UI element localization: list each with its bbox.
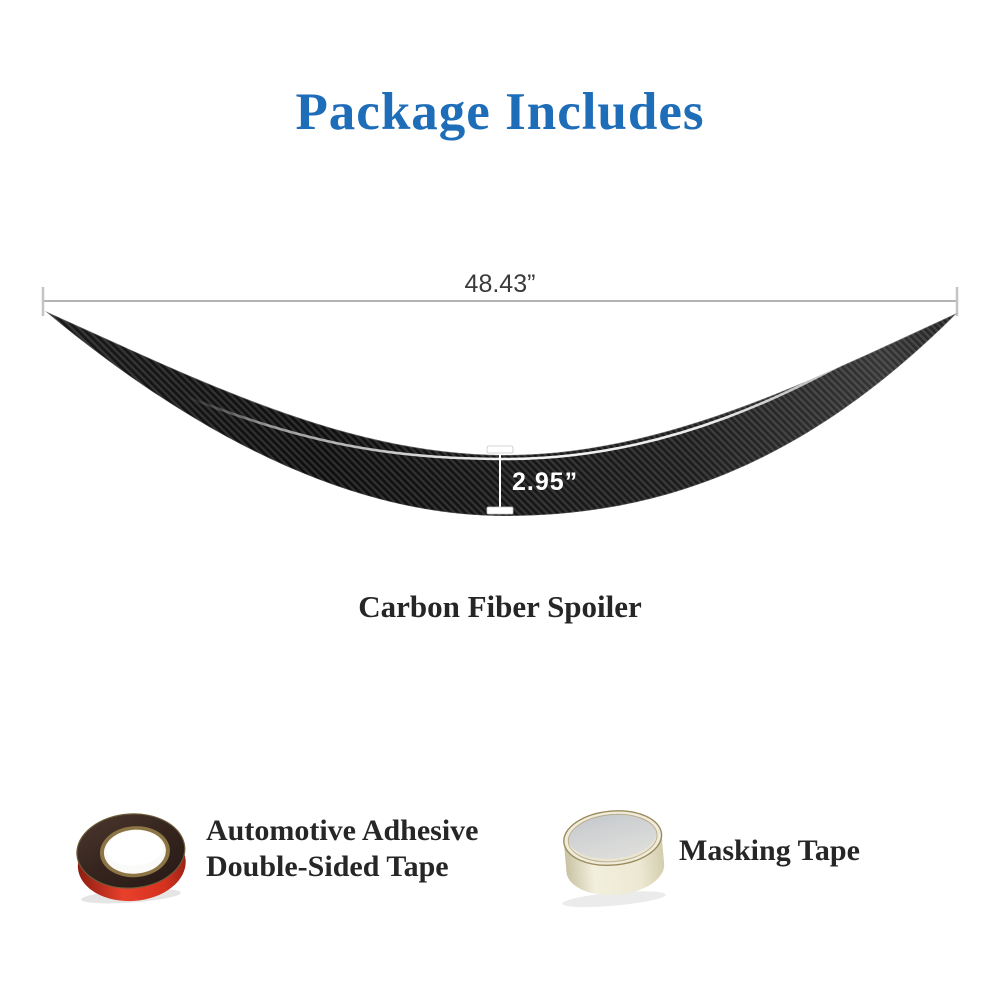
double-sided-tape-roll-image xyxy=(74,810,188,906)
masking-tape-roll-image xyxy=(555,807,668,910)
page-title: Package Includes xyxy=(295,83,705,141)
spoiler-width-value: 48.43” xyxy=(464,270,536,298)
spoiler-caption: Carbon Fiber Spoiler xyxy=(358,589,642,624)
double-sided-tape-label xyxy=(206,813,479,885)
masking-tape-label: Masking Tape xyxy=(679,834,860,867)
double-sided-tape-label-line1: Automotive Adhesive xyxy=(206,814,479,847)
double-sided-tape-label-line2: Double-Sided Tape xyxy=(206,850,449,883)
spoiler-height-value: 2.95” xyxy=(512,468,579,496)
